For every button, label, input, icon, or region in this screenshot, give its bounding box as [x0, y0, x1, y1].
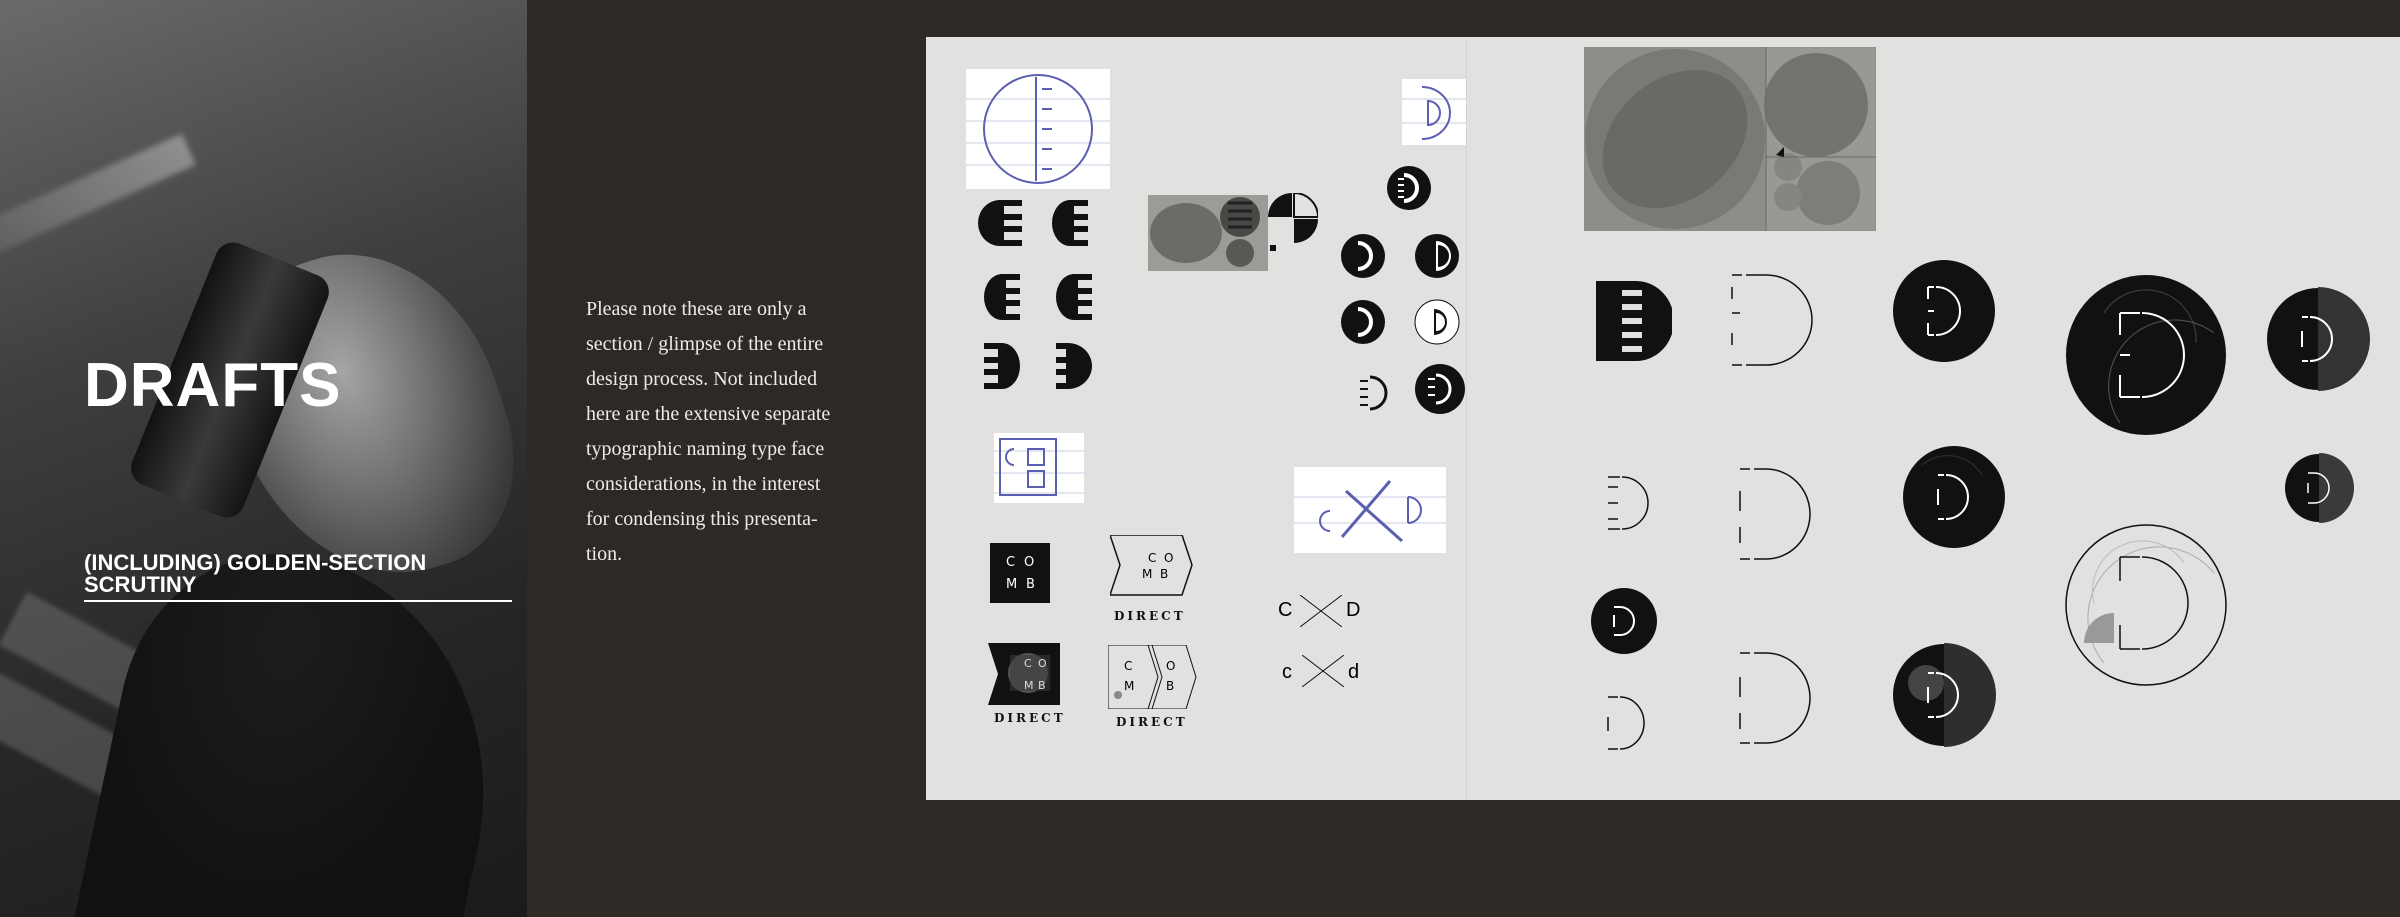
comb-d-outline-icon — [1736, 467, 1816, 561]
cxd-letter: d — [1348, 661, 1360, 683]
tile-letter: B — [1026, 577, 1035, 592]
comb-monogram-icon — [1892, 643, 1996, 747]
pencil-sketch-circle — [966, 69, 1110, 189]
comb-d-icon — [1354, 373, 1394, 413]
tile-letter: O — [1166, 659, 1176, 673]
comb-monogram-golden-outline-icon — [2064, 523, 2228, 687]
comb-chevron-tile — [1110, 535, 1194, 597]
tile-letter: O — [1024, 555, 1035, 570]
tile-letter: M — [1024, 679, 1034, 692]
quarter-circle-icon — [1268, 193, 1318, 253]
comb-d-icon — [984, 343, 1020, 389]
comb-monogram-icon — [1386, 165, 1432, 211]
cxd-letter: C — [1278, 599, 1293, 621]
comb-monogram-icon — [2284, 453, 2354, 523]
comb-e-icon — [1052, 200, 1088, 246]
comb-black-tile — [990, 543, 1050, 603]
comb-monogram-icon — [1902, 445, 2006, 549]
comb-d-outline-icon — [1606, 695, 1650, 751]
comb-double-chevron — [1108, 645, 1198, 709]
light-beam — [0, 134, 196, 271]
process-note: Please note these are only a section / glimpse of the entire design process. Not included here are the extensive separate typographic naming type face considerations, in the interest for condensing this presenta-tion. — [586, 298, 831, 565]
comb-texture-tile — [988, 643, 1060, 705]
comb-e-icon — [1056, 274, 1092, 320]
draft-sheet-left — [926, 37, 1466, 800]
tile-letter: C — [1024, 657, 1032, 670]
tile-letter: M — [1006, 577, 1018, 592]
cxd-letter: D — [1346, 599, 1361, 621]
direct-label: DIRECT — [1116, 715, 1188, 729]
direct-label: DIRECT — [1114, 609, 1186, 623]
comb-monogram-golden-icon — [2064, 273, 2228, 437]
tile-letter: B — [1160, 567, 1169, 581]
pencil-sketch-d — [1402, 79, 1466, 145]
tile-letter: M — [1142, 567, 1153, 581]
comb-d-outline-icon — [1726, 273, 1816, 367]
tile-letter: B — [1038, 679, 1046, 692]
direct-label: DIRECT — [994, 711, 1066, 725]
tile-letter: B — [1166, 679, 1175, 693]
pencil-sketch-cxd — [1294, 467, 1446, 553]
page-subtitle: (INCLUDING) GOLDEN-SECTION SCRUTINY — [84, 552, 512, 602]
golden-section-grid-icon — [1148, 195, 1268, 271]
comb-d-icon — [1596, 281, 1672, 361]
comb-d-outline-icon — [1606, 475, 1656, 531]
photo-panel — [0, 0, 527, 917]
comb-monogram-icon — [1414, 233, 1460, 279]
comb-monogram-icon — [1340, 299, 1386, 345]
tile-letter: O — [1164, 551, 1174, 565]
tile-letter: M — [1124, 679, 1135, 693]
comb-d-outline-icon — [1736, 651, 1820, 745]
comb-monogram-icon — [1892, 259, 1996, 363]
comb-monogram-icon — [1590, 587, 1658, 655]
comb-monogram-icon — [2266, 287, 2370, 391]
comb-monogram-icon — [1414, 299, 1460, 345]
comb-e-icon — [984, 274, 1020, 320]
tile-letter: C — [1148, 551, 1157, 565]
pencil-sketch-comb — [994, 433, 1084, 503]
comb-d-icon — [1056, 343, 1092, 389]
cxd-mark — [1278, 593, 1378, 629]
draft-sheet-right — [1466, 37, 2400, 800]
comb-e-icon — [978, 200, 1022, 246]
tile-letter: O — [1038, 657, 1047, 670]
tile-letter: C — [1124, 659, 1133, 673]
comb-monogram-icon — [1414, 363, 1466, 415]
cxd-letter: c — [1282, 661, 1292, 683]
cxd-mark — [1282, 653, 1382, 689]
tile-letter: C — [1006, 555, 1020, 570]
comb-monogram-icon — [1340, 233, 1386, 279]
page-title: DRAFTS — [84, 351, 342, 420]
golden-section-grid-icon — [1584, 47, 1876, 231]
